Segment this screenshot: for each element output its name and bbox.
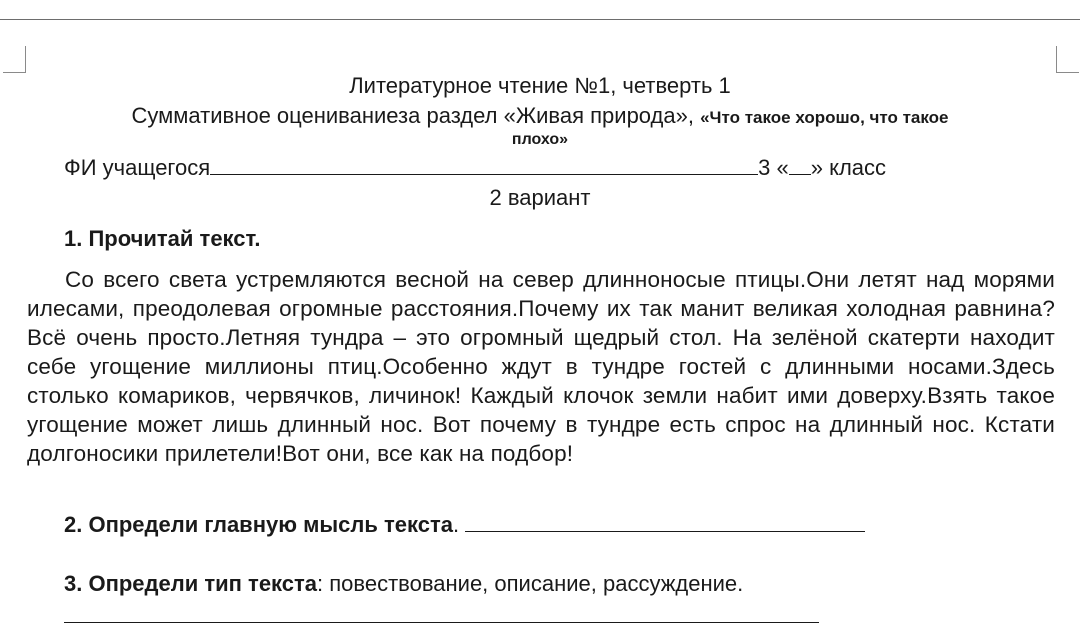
task2-answer-blank[interactable] [465, 513, 865, 532]
variant-label: 2 вариант [489, 185, 591, 210]
document-subtitle [0, 103, 1080, 131]
task3-row [64, 571, 743, 597]
student-name-blank[interactable] [210, 156, 758, 175]
task3-label: 3. Определи тип текста [64, 571, 318, 596]
document-title: Литературное чтение №1, четверть 1 [349, 73, 731, 98]
task1-heading: 1. Прочитай текст. [64, 226, 261, 251]
class-suffix: » класс [810, 155, 887, 180]
crop-mark-right [1056, 46, 1079, 73]
subtitle-small: «Что такое хорошо, что такое [700, 108, 949, 127]
reading-text: Со всего света устремляются весной на север длинноносые птицы.Они летят над морями илесами, преодолевая огромные расстояния.Почему их так манит великая холодная равнина?Всё очень просто.Летняя тундра – это огромный щедрый стол. На зелёной скатерти находит себе угощение миллионы птиц.Особенно ждут в тундре гостей с длинными носами.Здесь столько комариков, червячков, личинок! Каждый клочок земли набит ими доверху.Взять такое угощение может лишь длинный нос. Вот почему в тундре есть спрос на длинный нос. Кстати долгоносики прилетели!Вот они, все как на подбор! [27, 267, 1055, 466]
task3-answer-blank[interactable] [64, 604, 819, 623]
task3-options: : повествование, описание, рассуждение. [317, 571, 744, 596]
subtitle-main: Суммативное оцениваниеза раздел «Живая природа», [131, 103, 701, 128]
class-prefix: 3 « [758, 155, 789, 180]
task2-label: 2. Определи главную мысль текста [64, 512, 454, 537]
student-name-row [64, 155, 886, 181]
student-name-label: ФИ учащегося [64, 155, 211, 180]
task2-punct: . [453, 512, 466, 537]
crop-mark-left [3, 46, 26, 73]
page-top-border [0, 19, 1080, 20]
task2-row [64, 512, 865, 538]
subtitle-continuation: плохо» [511, 131, 569, 148]
class-blank[interactable] [789, 156, 811, 175]
